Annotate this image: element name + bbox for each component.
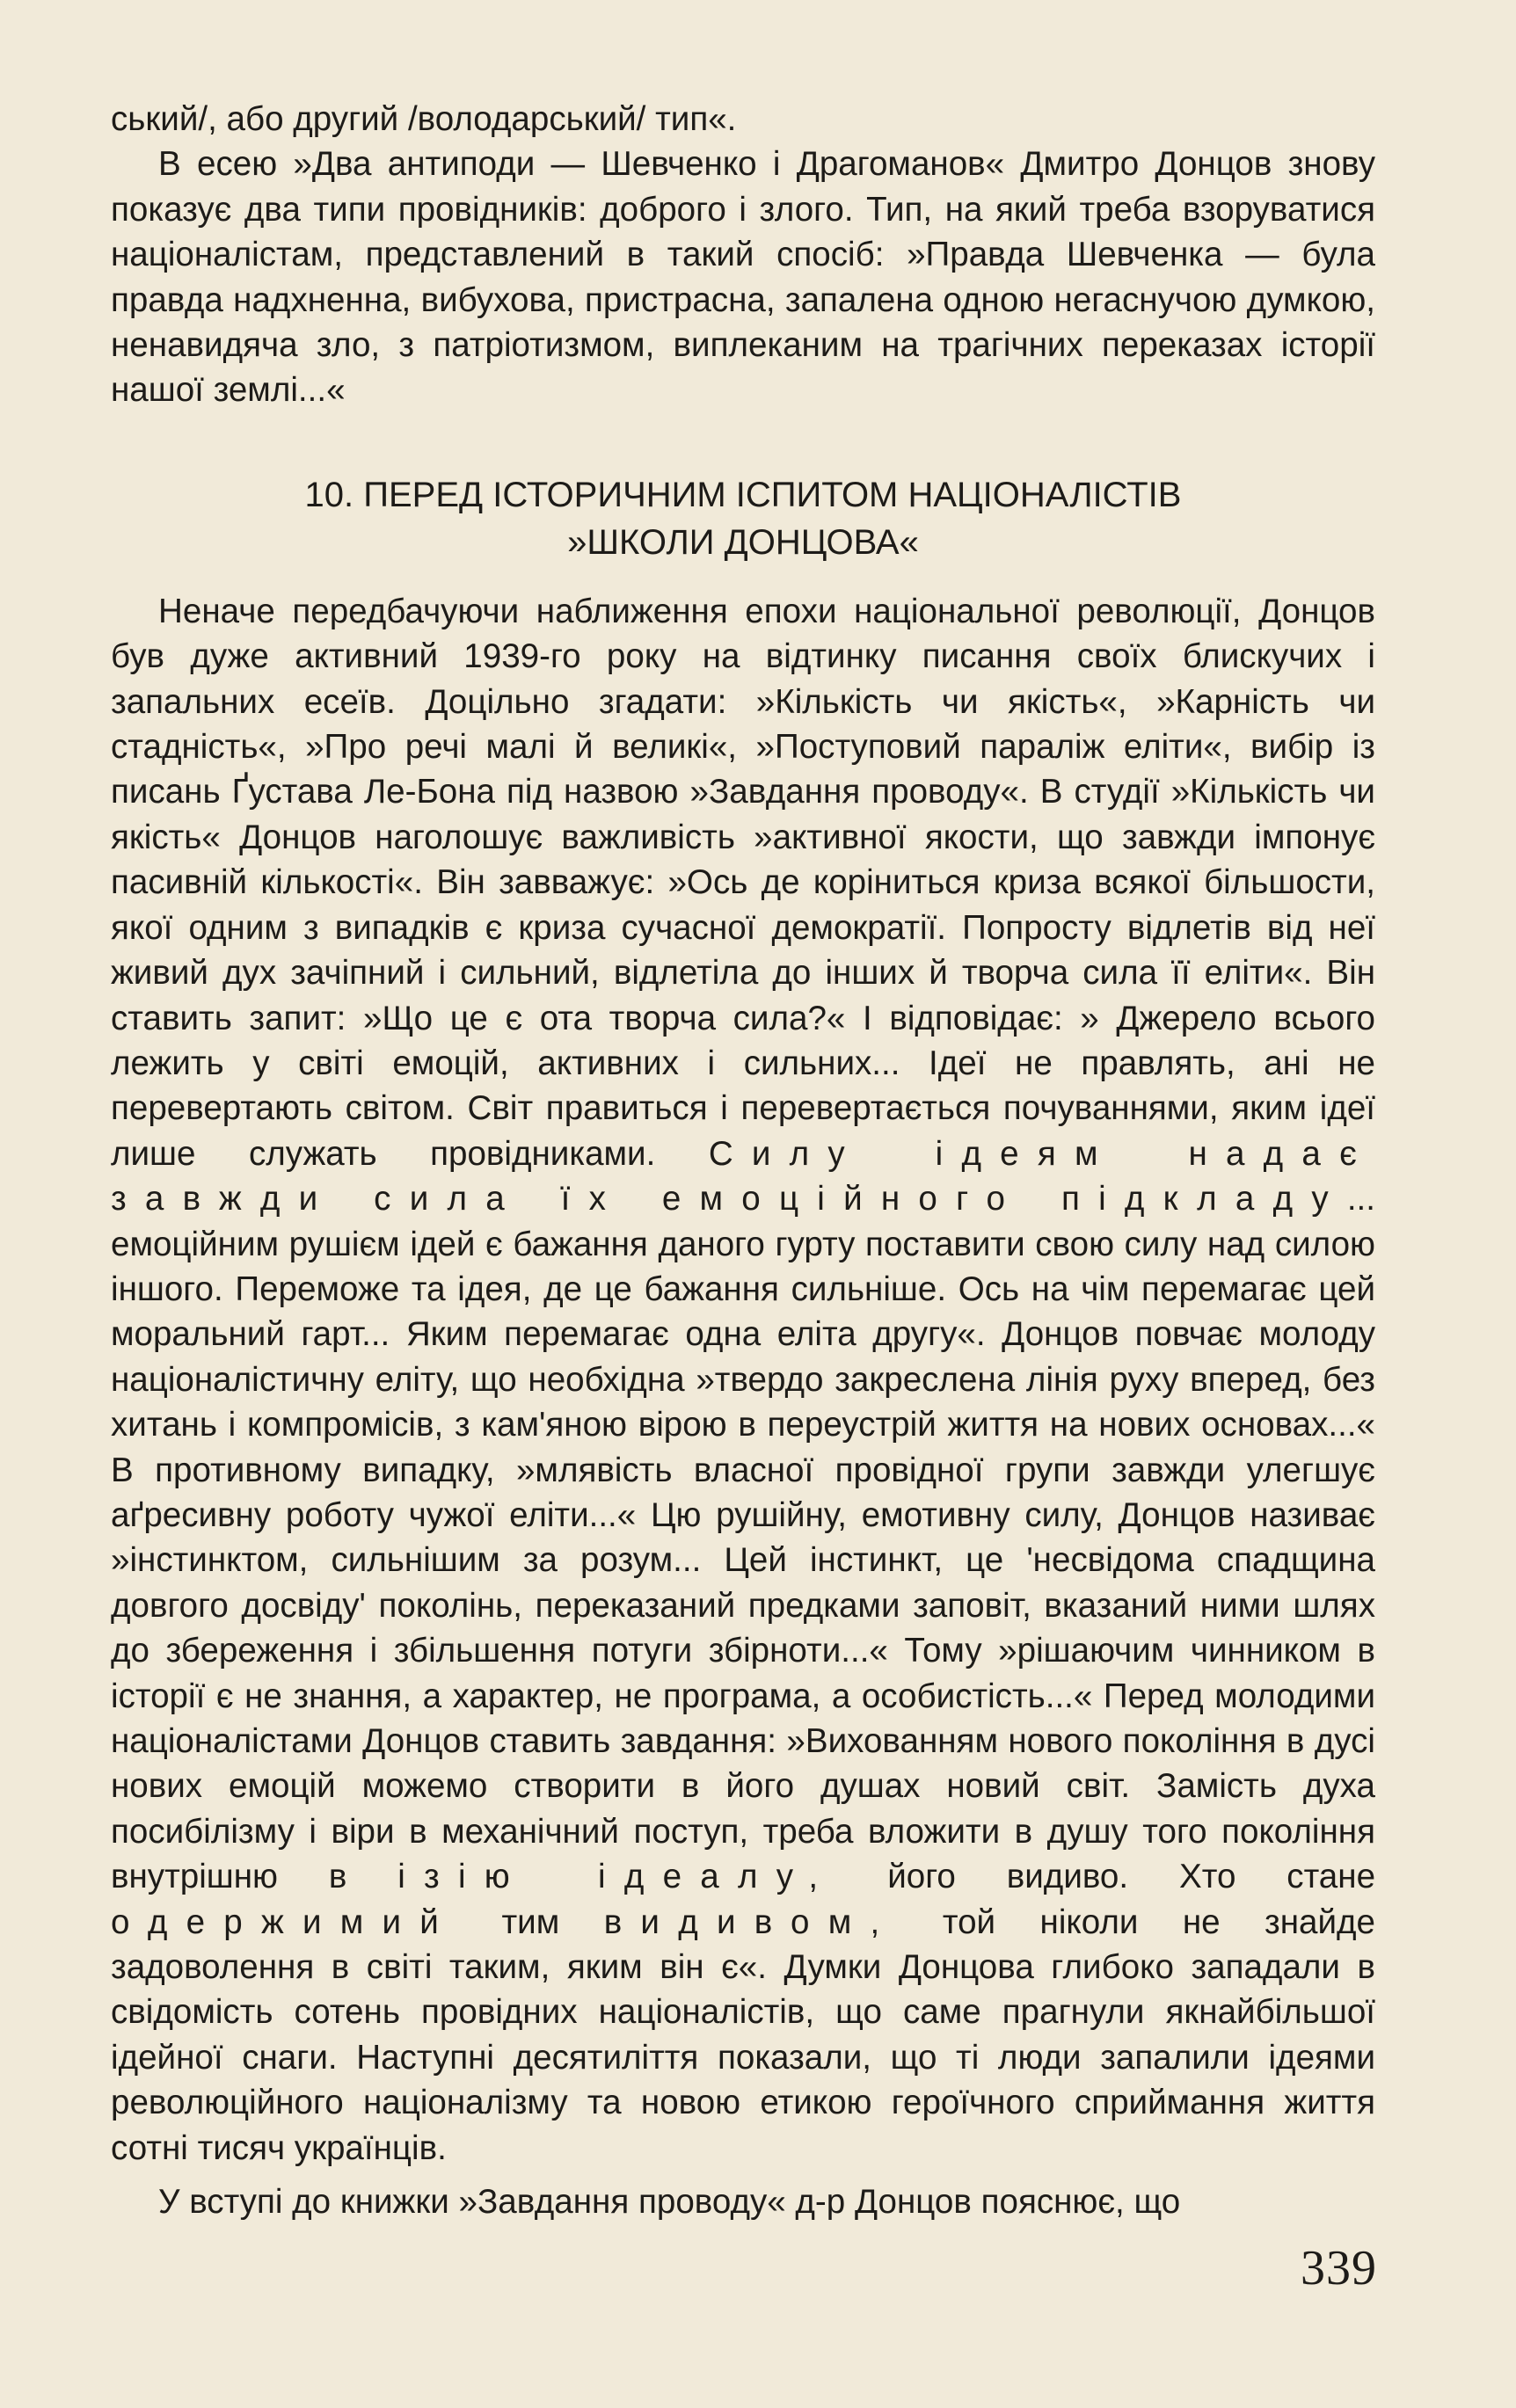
main-text-e: той ніколи не знайде задоволення в світі таким, яким він є«. Думки Донцова глибоко западали в свідомість сотень провідних націоналістів, що саме прагнули якнайбільшої ідейної снаги. Наступні десятиліття показали, що ті люди запалили ідеями революційного націоналізму та новою етикою героїчного сприймання життя сотні тисяч українців.: [111, 1902, 1375, 2167]
main-text-b: ... емоційним рушієм ідей є бажання даного гурту поставити свою силу над силою іншого. Переможе та ідея, де це бажання сильніше. Ось на чім перемагає цей моральний гарт... Яким перемагає одна еліта другу«. Донцов повчає молоду націоналістичну еліту, що необхідна »твердо закреслена лінія руху вперед, без хитань і компромісів, з кам'яною вірою в переустрій життя на нових основах...« В противному випадку, »млявість власної провідної групи завжди улегшує аґресивну роботу чужої еліти...« Цю рушійну, емотивну силу, Донцов називає »інстинктом, сильнішим за розум... Цей інстинкт, це 'несвідома спадщина довгого досвіду' поколінь, переказаний предками заповіт, вказаний ними шлях до збереження і збільшення потуги збірноти...« Тому »рішаючим чинником в історії є не знання, а характер, не програма, а особистість...« Перед молодими націоналістами Донцов ставить завдання: »Вихованням нового покоління в дусі нових емоцій можемо створити в його душах новий світ. Замість духа посибілізму і віри в механічний поступ, треба вложити в душу того покоління внутрішню в: [111, 1180, 1375, 1896]
spaced-emphasis-4: видивом,: [603, 1902, 899, 1941]
spaced-emphasis-2: ізію ідеалу,: [397, 1858, 837, 1896]
heading-line-2: »ШКОЛИ ДОНЦОВА«: [567, 522, 919, 562]
section-heading: [111, 471, 1375, 566]
spaced-emphasis-3: одержимий: [111, 1902, 458, 1941]
continuation-text: ський/, або другий /володарський/ тип«.: [111, 100, 737, 138]
paragraph-antipody: В есею »Два антиподи — Шевченко і Драгоманов« Дмитро Донцов знову показує два типи провідників: доброго і злого. Тип, на який треба взоруватися націоналістам, представлений в такий спосіб: »Правда Шевченка — була правда надхненна, вибухова, пристрасна, запалена одною негаснучою думкою, ненавидяча зло, з патріотизмом, виплеканим на трагічних переказах історії нашої землі...«: [111, 145, 1375, 410]
main-text-d: тим: [457, 1902, 604, 1941]
paragraph-vstup: У вступі до книжки »Завдання проводу« д-р Донцов пояснює, що: [158, 2183, 1181, 2222]
spaced-emphasis-1: Силу ідеям надає завжди сила їх емоційного підкладу: [111, 1134, 1376, 1219]
page-number: 339: [1301, 2241, 1377, 2295]
paragraph-main: [111, 589, 1375, 2171]
main-text-c: його видиво. Хто стане: [836, 1858, 1376, 1896]
heading-line-1: 10. ПЕРЕД ІСТОРИЧНИМ ІСПИТОМ НАЦІОНАЛІСТІВ: [304, 475, 1182, 514]
main-text-a: Неначе передбачуючи наближення епохи національної революції, Донцов був дуже активний 1939-го року на відтинку писання своїх блискучих і запальних есеїв. Доцільно згадати: »Кількість чи якість«, »Карність чи стадність«, »Про речі малі й великі«, »Поступовий параліж еліти«, вибір із писань Ґустава Ле-Бона під назвою »Завдання проводу«. В студії »Кількість чи якість« Донцов наголошує важливість »активної якости, що завжди імпонує пасивній кількості«. Він завважує: »Ось де коріниться криза всякої більшости, якої одним з випадків є криза сучасної демократії. Попросту відлетів від неї живий дух зачіпний і сильний, відлетіла до інших й творча сила її еліти«. Він ставить запит: »Що це є ота творча сила?« І відповідає: » Джерело всього лежить у світі емоцій, активних і сильних... Ідеї не правлять, ані не перевертають світом. Світ правиться і перевертається почуваннями, яким ідеї лише служать провідниками.: [111, 592, 1375, 1173]
